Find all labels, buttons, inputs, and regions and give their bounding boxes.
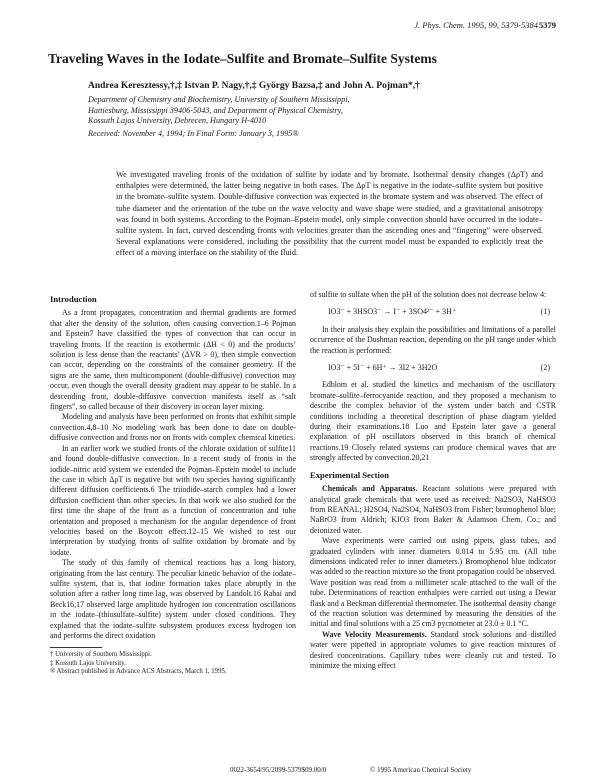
- equation-number: (2): [540, 363, 550, 373]
- paragraph: [310, 484, 556, 536]
- article-title: Traveling Waves in the Iodate–Sulfite and Bromate–Sulfite Systems: [48, 51, 437, 66]
- paragraph: Edblom et al. studied the kinetics and mechanism of the oscillatory bromate–sulfite–ferrocyanide reaction, and they proposed a mechanism to describe the complex behavior of the system under batch and CSTR conditions including a theoretical description of phase diagram yielded during their examinations.18 Luo and Epstein later gave a general explanation of pH oscillators observed in this branch of chemical reactions.19 Closely related systems can produce chemical waves that are strongly affected by convection.20,21: [310, 380, 556, 463]
- running-head: [0, 20, 600, 32]
- section-heading-introduction: Introduction: [50, 294, 97, 304]
- affiliation-line: Hattiesburg, Mississippi 39406-5043, and Department of Physical Chemistry,: [88, 105, 343, 115]
- paragraph: The study of this family of chemical reactions has a long history, originating from the last century. The peculiar kinetic behavior of the iodate–sulfite system, that is, that iodine formation takes place abruptly in the solution after a rather long time lag, was observed by Landolt.16 Rabai and Beck16,17 observed large amplitude hydrogen ion concentration oscillations in the iodate–(thiosulfate–sulfite) system under closed conditions. They explained that the iodate–sulfite subsystem produces excess hydrogen ion and performs the direct oxidation: [50, 558, 296, 640]
- affiliation-line: Kossuth Lajos University, Debrecen, Hungary H-4010: [88, 116, 267, 125]
- equation-1: [310, 307, 556, 317]
- footer-copyright: © 1995 American Chemical Society: [370, 766, 472, 774]
- author-list: Andrea Keresztessy,†,‡ Istvan P. Nagy,†,‡ György Bazsa,‡ and John A. Pojman*,†: [88, 81, 420, 91]
- received-dates: Received: November 4, 1994; In Final Form: January 3, 1995®: [88, 129, 299, 138]
- equation-number: (1): [540, 307, 550, 317]
- paragraph: [310, 630, 556, 672]
- footnote: ® Abstract published in Advance ACS Abstracts, March 1, 1995.: [50, 668, 227, 676]
- run-in-heading: Wave Velocity Measurements.: [322, 629, 427, 639]
- journal-citation: J. Phys. Chem. 1995, 99, 5379-5384: [414, 20, 538, 30]
- footnote-divider: [50, 647, 102, 648]
- paragraph: In their analysis they explain the possibilities and limitations of a parallel occurrence of the Dushman reaction, depending on the pH range under which the reaction is performed:: [310, 324, 556, 355]
- abstract: We investigated traveling fronts of the oxidation of sulfite by iodate and by bromate. Isothermal density changes (ΔρT) and enthalpies were determined, the latter being negative in both cases. The ΔρT is negative in the iodate–sulfite system but positive in the bromate–sulfite system. Double-diffusive convection was expected in the bromate system and was observed. The effect of tube diameter and the orientation of the tube on the wave velocity and wave shape were studied, and a gravitational anisotropy was found in both systems. According to the Pojman–Epstein model, only simple convection should have occurred in the iodate–sulfite system. In fact, curved descending fronts with velocities greater than the ascending ones and “fingering” were observed. Several explanations were considered, including the possibility that the current model must be expanded to explicitly treat the effect of a moving interface on the stability of the fluid.: [116, 170, 543, 258]
- paragraph: As a front propagates, concentration and thermal gradients are formed that alter the density of the solution, often causing convection.1–6 Pojman and Epstein7 have classified the types of convection that can occur in traveling fronts. If the reaction is exothermic (ΔH < 0) and the products’ solution is less dense than the reactants’ (ΔVR > 0), then simple convection can occur, depending on the constraints of the container geometry. If the signs are the same, then multicomponent (double-diffusive) convection may occur, even though the overall density gradient may appear to be stable. In a descending front, double-diffusive convection manifests itself as “salt fingers”, so called because of their discovery in ocean layer mixing.: [50, 308, 296, 412]
- paragraph: Wave experiments were carried out using pipets, glass tubes, and graduated cylinders with inner diameters 0.014 to 5.95 cm. (All tube dimensions indicated refer to inner diameters.) Bromophenol blue indicator was added to the reaction mixture so the front propagation could be observed. Wave position was read from a millimeter scale attached to the wall of the tube. Determinations of reaction enthalpies were carried out using a Dewar flask and a Beckman differential thermometer. The isothermal density change of the reaction solution was determined by measuring the densities of the initial and final solutions with a 25 cm3 pycnometer at 23.0 ± 0.1 °C.: [310, 536, 556, 629]
- right-column: [310, 290, 556, 671]
- page-number: 5379: [539, 20, 556, 30]
- footnote: † University of Southern Mississippi.: [50, 651, 152, 659]
- affiliation-line: Department of Chemistry and Biochemistry, University of Southern Mississippi,: [88, 95, 350, 104]
- footnote: ‡ Kossuth Lajos University.: [50, 659, 126, 667]
- paragraph: of sulfite to sulfate when the pH of the solution does not decrease below 4:: [310, 290, 547, 299]
- left-column: [50, 290, 296, 677]
- footnotes: [50, 651, 296, 676]
- run-in-heading: Chemicals and Apparatus.: [322, 484, 418, 494]
- footer-code: 0022-3654/95/2099-5379$09.00/0: [230, 766, 327, 774]
- equation-2: [310, 363, 556, 373]
- affiliations: [88, 95, 528, 127]
- equation-text: IO3⁻ + 3HSO3⁻ → I⁻ + 3SO4²⁻ + 3H⁺: [328, 307, 457, 317]
- paragraph: Modeling and analysis have been performed on fronts that exhibit simple convection.4,8–10 No modeling work has been done to date on double-diffusive convection and fronts nor on fronts with complex chemical kinetics.: [50, 412, 296, 443]
- paragraph: In an earlier work we studied fronts of the chlorate oxidation of sulfite11 and found double-diffusive convection. In a recent study of fronts in the iodide–nitric acid system we extended the Pojman–Epstein model to include the case in which ΔρT is negative but with two species having significantly different diffusion coefficients.6 The triiodide–starch complex had a lower diffusion coefficient than other species. In that work we also studied for the first time the shape of the front as a function of concentration and tube orientation and proposed a mechanism for the angular dependence of front velocities based on the Boycott effect.12–15 We wished to test our interpretation by studying fronts of sulfite oxidation by bromate and by iodate.: [50, 443, 296, 557]
- paragraph-text: Reactant solutions were prepared with analytical grade chemicals that were used as received: Na2SO3, NaHSO3 from REANAL; H2SO4, Na2SO4, NaHSO3 from Fisher; bromophenol blue; NaBrO3 from Aldrich; KIO3 from Baker & Adamson Chem. Co.; and deionized water.: [310, 484, 556, 535]
- section-heading-experimental: Experimental Section: [310, 469, 390, 480]
- paragraph-text: Standard stock solutions and distilled water were pipetted in appropriate volumes to give reaction mixtures of desired concentrations. Capillary tubes were cleanly cut and tested. To minimize the mixing effect: [310, 629, 556, 670]
- equation-text: IO3⁻ + 5I⁻ + 6H⁺ → 3I2 + 3H2O: [328, 363, 438, 373]
